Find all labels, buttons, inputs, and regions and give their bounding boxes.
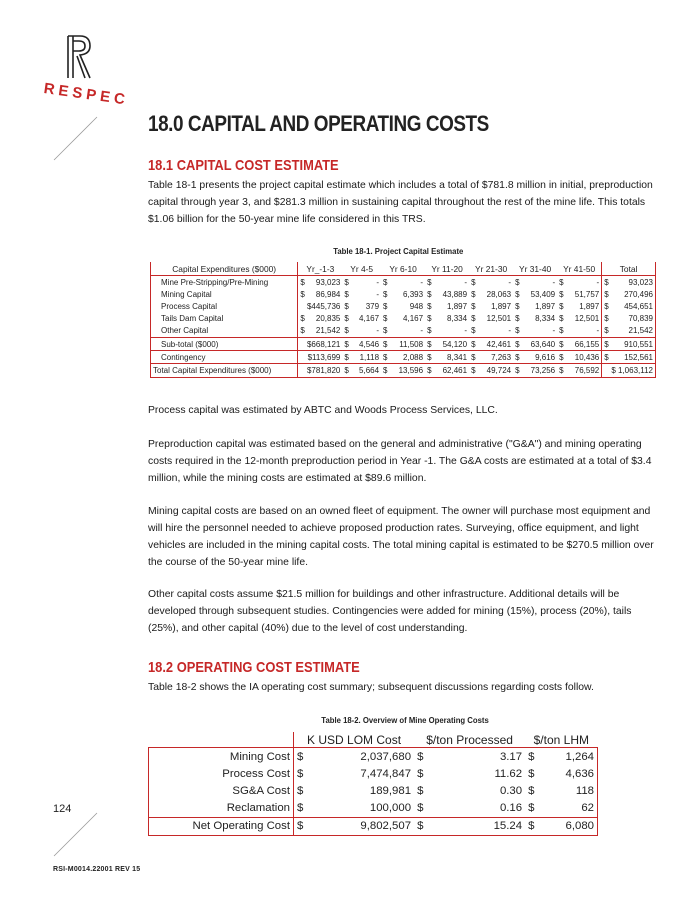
currency-symbol: $ [557,337,567,350]
cell-value: 93,023 [628,277,653,287]
cell-value: 6,393 [403,289,424,299]
cell-value: 76,592 [567,364,602,377]
currency-symbol: $ [298,313,309,325]
currency-symbol: $ [381,351,391,364]
row-label: Mine Pre-Stripping/Pre-Mining [161,277,269,287]
cell-value: 11.62 [494,767,523,780]
cell-value: 1,264 [565,750,594,763]
cell-value: 11,508 [391,337,425,350]
currency-symbol: $ [525,817,539,835]
column-header: Yr 21-30 [469,262,513,276]
row-label: SG&A Cost [232,784,290,797]
currency-symbol: $ [602,300,613,312]
table-row [151,276,656,289]
currency-symbol: $ [344,289,349,299]
cell-value: 118 [575,784,594,797]
cell-value: 12,501 [486,314,512,324]
currency-symbol: $ [298,276,309,289]
currency-symbol: $ [294,800,309,818]
section-title: 18.0 CAPITAL AND OPERATING COSTS [148,111,489,136]
capital-intro-paragraph: Table 18-1 presents the project capital estimate which includes a total of $781.8 million in initial, preproduction capital through year 3, and $281.3 million in sustaining capital throughout the rest of the mine life. This totals $1.06 billion for the 50-year mine life considered in this TRS. [148,180,653,225]
capital-estimate-table [150,262,656,378]
cell-value: 1,897 [447,301,468,311]
table-row [151,300,656,312]
currency-symbol: $ [344,277,349,287]
currency-symbol: $ [515,277,520,287]
row-label: Other Capital [161,326,209,336]
currency-symbol: $ [602,313,613,325]
currency-symbol: $ [557,351,567,364]
currency-symbol: $ [417,750,424,763]
cell-value: - [464,326,468,336]
column-header: Yr 11-20 [425,262,469,276]
currency-symbol: $ [342,351,352,364]
cell-value: 15.24 [428,817,525,835]
cell-value: 5,664 [352,364,381,377]
cell-value: - [596,277,600,287]
paragraph-process-capital: Process capital was estimated by ABTC and Woods Process Services, LLC. [148,405,498,416]
row-label: Reclamation [226,802,290,815]
cell-value: - [464,277,468,287]
row-label: Mining Cost [229,750,290,763]
currency-symbol: $ [425,351,435,364]
cell-value: - [596,326,600,336]
cell-value: 86,984 [315,289,341,299]
table-row [149,748,598,766]
paragraph-other-capital: Other capital costs assume $21.5 million for buildings and other infrastructure. Additional details will be developed through subsequent studies. Contingencies were added for mining (15%), process (20%), tails (25%), and other capital (40%) due to the level of cost understanding. [148,589,632,634]
currency-symbol: $ [344,326,349,336]
row-label: Process Capital [161,301,218,311]
cell-value: 21,542 [628,326,653,336]
cell-value: 93,023 [315,277,341,287]
cell-value: 8,334 [447,314,468,324]
cell-value: 1,118 [352,351,381,364]
decorative-line [52,808,112,858]
currency-symbol: $ [602,351,613,364]
paragraph-mining-capital: Mining capital costs are based on an owned fleet of equipment. The owner will purchase most equipment and will hire the personnel needed to achieve proposed production rates. Surveying, office equipment, and light vehicles are included in the mining capital costs. The total mining capital is estimated to be $270.5 million over the course of the 50-year mine life. [148,506,654,568]
total-row [149,817,598,835]
currency-symbol: $ [602,325,613,338]
cell-value: 12,501 [574,314,600,324]
cell-value: 42,461 [479,337,513,350]
cell-value: 6,080 [539,817,597,835]
currency-symbol: $ [528,750,535,763]
column-header: Yr 6-10 [381,262,425,276]
currency-symbol: $ [427,314,432,324]
cell-value: - [420,277,424,287]
respec-logo-icon [50,32,120,82]
cell-value: 0.30 [499,784,523,797]
empty-header [149,732,294,748]
currency-symbol: $ [344,301,349,311]
cell-value: 7,474,847 [360,767,412,780]
subsection-heading-operating: 18.2 OPERATING COST ESTIMATE [148,659,360,676]
cell-value: 379 [365,301,380,311]
currency-symbol: $ [513,351,523,364]
currency-symbol: $ [294,782,309,799]
currency-symbol: $ [417,802,424,815]
currency-symbol: $ [469,337,479,350]
currency-symbol: $ [344,314,349,324]
cell-value: 3.17 [499,750,523,763]
currency-symbol: $ [471,314,476,324]
currency-symbol: $ [342,337,352,350]
operating-intro-paragraph: Table 18-2 shows the IA operating cost summary; subsequent discussions regarding costs follow. [148,682,594,693]
currency-symbol: $ [294,817,309,835]
cell-value: 8,334 [535,314,556,324]
table-row [151,288,656,300]
cell-value: 189,981 [369,784,412,797]
cell-value: 62 [581,802,594,815]
total-row [151,364,656,377]
currency-symbol: $ [559,314,564,324]
table-row [149,800,598,818]
column-header: $/ton LHM [525,732,597,748]
cell-value: - [552,326,556,336]
column-header: Capital Expenditures ($000) [151,262,298,276]
currency-symbol: $ [427,289,432,299]
cell-value: 2,088 [391,351,425,364]
cell-value: - [420,326,424,336]
column-header: Yr 41-50 [557,262,602,276]
row-label: Mining Capital [161,289,212,299]
currency-symbol: $ [602,276,613,289]
currency-symbol: $ [515,314,520,324]
cell-value: 0.16 [499,802,523,815]
currency-symbol: $ [559,326,564,336]
cell-value: 1,897 [579,301,600,311]
currency-symbol: $ [294,765,309,782]
cell-value: - [508,326,512,336]
currency-symbol: $ [383,301,388,311]
cell-value: 1,897 [535,301,556,311]
currency-symbol: $ [602,288,613,300]
cell-value: 10,436 [567,351,602,364]
currency-symbol: $ [559,289,564,299]
cell-value: 4,546 [352,337,381,350]
currency-symbol: $ [528,784,535,797]
column-header: K USD LOM Cost [294,732,415,748]
row-label: Contingency [151,351,298,364]
currency-symbol: $ [381,337,391,350]
cell-value: 2,037,680 [360,750,412,763]
table-caption: Table 18-1. Project Capital Estimate [333,246,464,256]
contingency-row [151,351,656,364]
cell-value: $ 1,063,112 [602,364,656,377]
currency-symbol: $ [515,289,520,299]
column-header: Yr 4-5 [342,262,381,276]
currency-symbol: $ [383,277,388,287]
currency-symbol: $ [528,802,535,815]
currency-symbol: $ [469,351,479,364]
table-caption: Table 18-2. Overview of Mine Operating Costs [321,715,489,725]
cell-value: 100,000 [369,802,412,815]
cell-value: 66,155 [567,337,602,350]
cell-value: 948 [409,301,424,311]
cell-value: 4,636 [565,767,594,780]
cell-value: 28,063 [486,289,512,299]
cell-value: 21,542 [315,326,341,336]
column-header: Yr 31-40 [513,262,557,276]
column-header: $/ton Processed [414,732,525,748]
document-footer: RSI-M0014.22001 REV 15 [53,866,141,873]
row-label: Process Cost [222,767,290,780]
operating-costs-table [148,732,598,836]
cell-value: $781,820 [298,364,343,377]
cell-value: 20,835 [315,314,341,324]
row-label: Total Capital Expenditures ($000) [151,364,298,377]
currency-symbol: $ [383,289,388,299]
currency-symbol: $ [383,314,388,324]
cell-value: 53,409 [530,289,556,299]
subsection-heading-capital: 18.1 CAPITAL COST ESTIMATE [148,157,339,174]
cell-value: 62,461 [435,364,469,377]
cell-value: 270,496 [624,289,653,299]
currency-symbol: $ [417,767,424,780]
currency-symbol: $ [469,364,479,377]
cell-value: 54,120 [435,337,469,350]
cell-value: 63,640 [523,337,557,350]
row-label: Net Operating Cost [149,817,294,835]
currency-symbol: $ [515,301,520,311]
currency-symbol: $ [513,337,523,350]
currency-symbol: $ [427,301,432,311]
currency-symbol: $ [298,288,309,300]
currency-symbol: $ [417,784,424,797]
column-header: Total [602,262,656,276]
row-label: Tails Dam Capital [161,314,224,324]
currency-symbol: $ [342,364,352,377]
cell-value: - [376,277,380,287]
cell-value: 9,802,507 [308,817,414,835]
currency-symbol: $ [425,364,435,377]
currency-symbol: $ [559,277,564,287]
table-row [149,765,598,782]
brand-wordmark: RESPEC [42,80,130,109]
cell-value: 43,889 [442,289,468,299]
decorative-line [52,112,112,162]
currency-symbol: $ [425,337,435,350]
cell-value: 454,651 [624,301,653,311]
cell-value: 4,167 [403,314,424,324]
cell-value: - [508,277,512,287]
currency-symbol: $ [381,364,391,377]
cell-value: 13,596 [391,364,425,377]
cell-value: 7,263 [479,351,513,364]
cell-value: 73,256 [523,364,557,377]
currency-symbol: $ [513,364,523,377]
column-header: Yr_-1-3 [298,262,343,276]
currency-symbol: $ [427,277,432,287]
currency-symbol: $ [528,767,535,780]
currency-symbol: $ [427,326,432,336]
cell-value: - [552,277,556,287]
cell-value: $445,736 [298,300,343,312]
currency-symbol: $ [559,301,564,311]
cell-value: 9,616 [523,351,557,364]
cell-value: 8,341 [435,351,469,364]
cell-value: 49,724 [479,364,513,377]
currency-symbol: $ [515,326,520,336]
currency-symbol: $ [471,301,476,311]
cell-value: 51,757 [574,289,600,299]
currency-symbol: $ [471,277,476,287]
subtotal-row [151,337,656,350]
currency-symbol: $ [298,325,309,338]
row-label: Sub-total ($000) [151,337,298,350]
cell-value: 70,839 [628,314,653,324]
cell-value: - [376,326,380,336]
cell-value: $668,121 [298,337,343,350]
table-row [151,325,656,338]
currency-symbol: $ [383,326,388,336]
cell-value: 1,897 [491,301,512,311]
cell-value: 910,551 [612,337,655,350]
table-row [151,313,656,325]
cell-value: $113,699 [298,351,343,364]
page-number: 124 [53,803,72,815]
currency-symbol: $ [414,817,428,835]
cell-value: 152,561 [612,351,655,364]
currency-symbol: $ [557,364,567,377]
cell-value: - [376,289,380,299]
paragraph-preproduction: Preproduction capital was estimated based on the general and administrative ("G&A") and mining operating costs required in the 12-month preproduction period in Year -1. The G&A costs are estimated at a total of $3.4 million, while the mining costs are estimated at $89.6 million. [148,439,652,484]
table-row [149,782,598,799]
cell-value: 4,167 [359,314,380,324]
currency-symbol: $ [294,748,309,766]
currency-symbol: $ [471,289,476,299]
currency-symbol: $ [471,326,476,336]
currency-symbol: $ [602,337,613,350]
